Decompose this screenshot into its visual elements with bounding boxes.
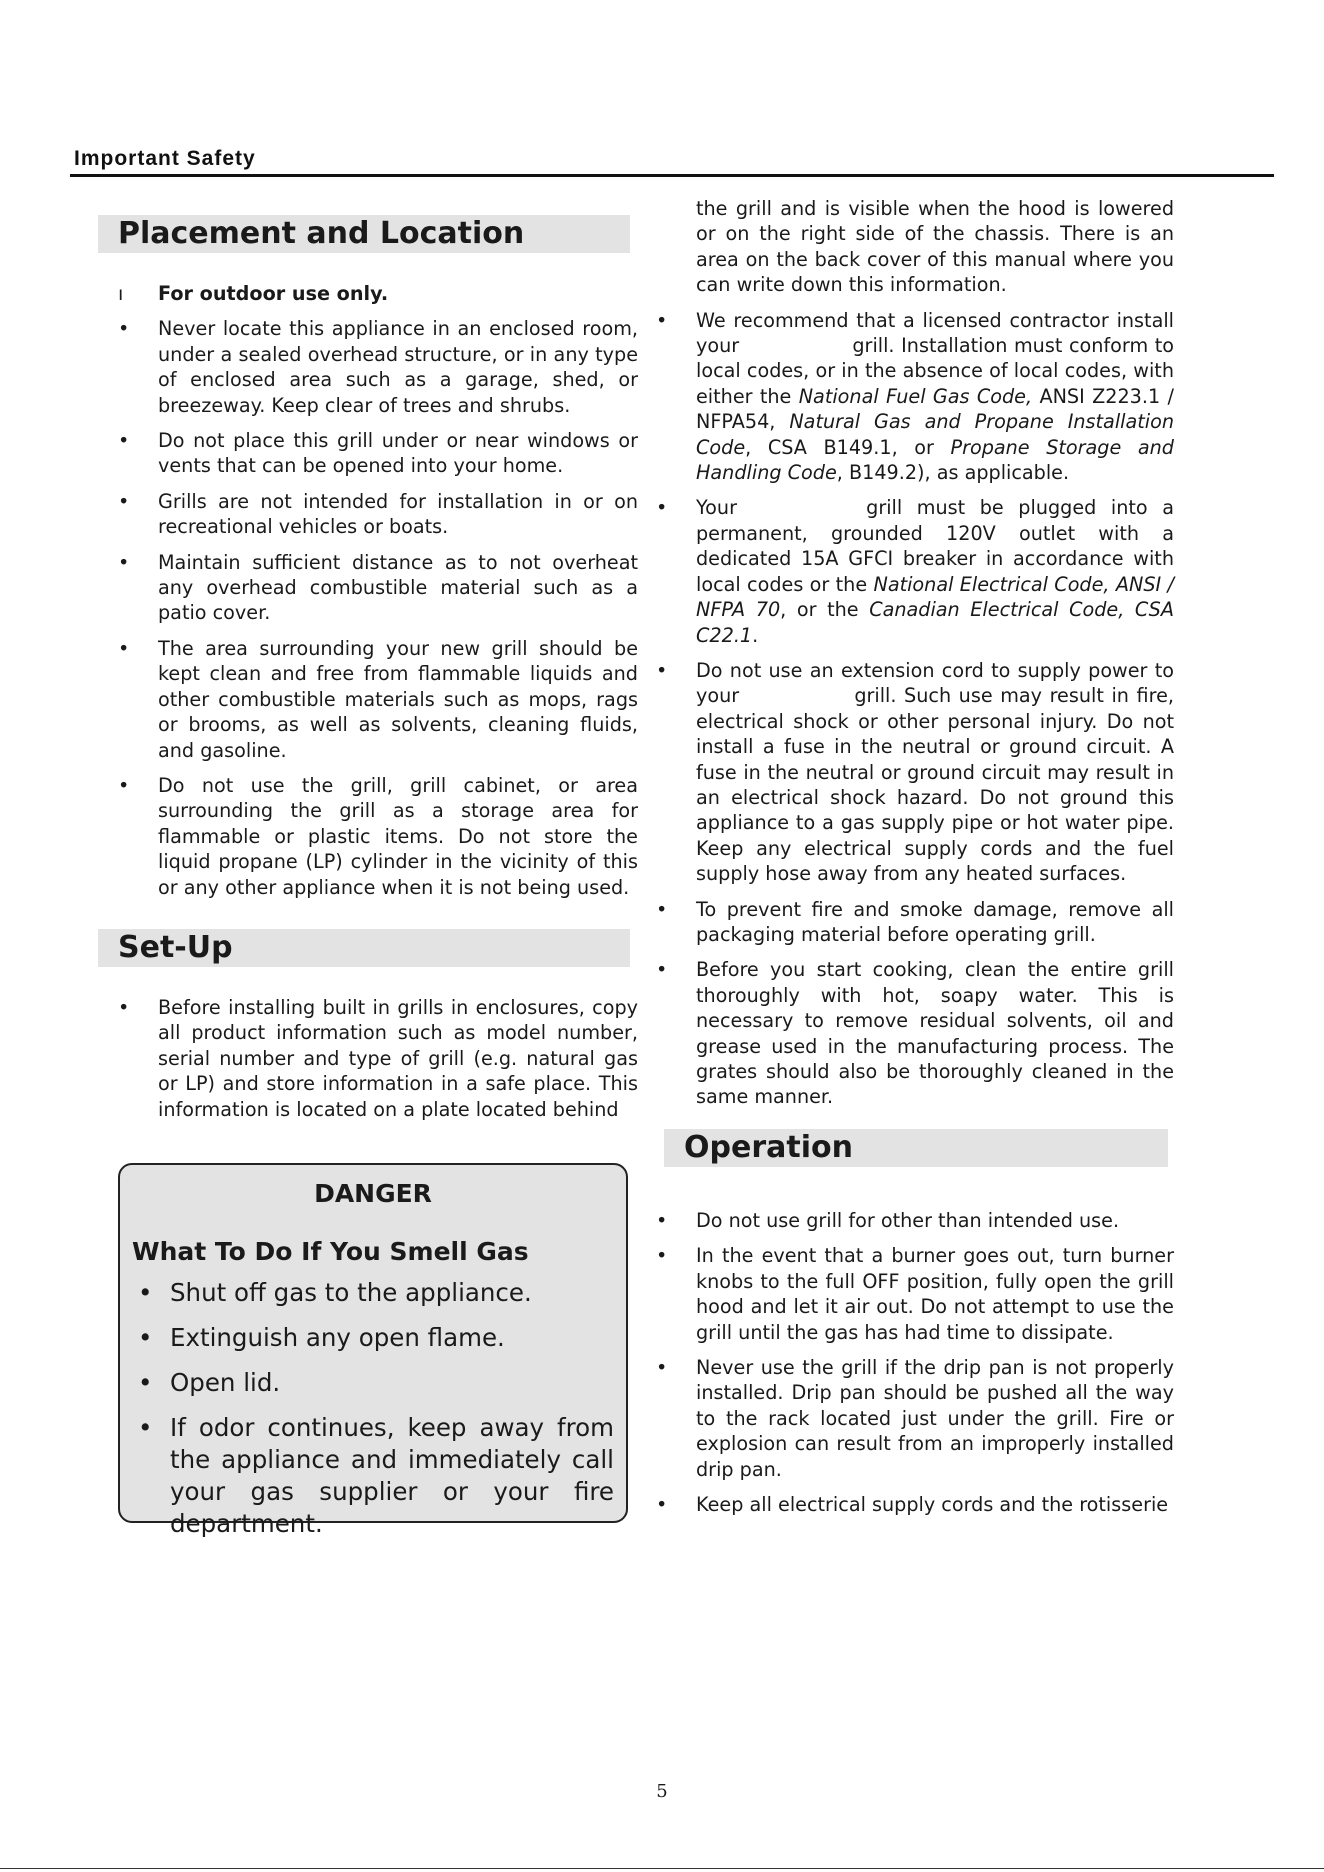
header-rule bbox=[70, 174, 1274, 177]
list-item: • In the event that a burner goes out, turn burner knobs to the full OFF position, fully open the grill hood and let it air out. Do not attempt to use the grill until the gas has had time to dissipate. bbox=[656, 1244, 1174, 1344]
section-heading-setup: Set-Up bbox=[98, 929, 630, 967]
bullet-icon: • bbox=[656, 308, 668, 332]
list-item: • Before you start cooking, clean the entire grill thoroughly with hot, soapy water. This is necessary to remove residual solvents, oil and grease used in the manufacturing process. The grates should also be thoroughly cleaned in the same manner. bbox=[656, 958, 1174, 1109]
list-item: • Do not place this grill under or near windows or vents that can be opened into your home. bbox=[118, 429, 638, 478]
page-header-title: Important Safety bbox=[74, 147, 256, 170]
bullet-icon: • bbox=[118, 489, 130, 513]
bullet-icon: • bbox=[118, 996, 130, 1019]
list-item: • Open lid. bbox=[138, 1368, 281, 1397]
bullet-icon: • bbox=[656, 658, 668, 682]
list-item: • Never locate this appliance in an enclosed room, under a sealed overhead structure, or in any type of enclosed area such as a garage, shed, or breezeway. Keep clear of trees and shrubs. bbox=[118, 317, 638, 417]
continued-paragraph: the grill and is visible when the hood is lowered or on the right side of the chassis. There is an area on the back cover of this manual where you can write down this information. bbox=[696, 197, 1174, 297]
bullet-icon: • bbox=[656, 1356, 668, 1380]
setup-list-left bbox=[118, 995, 638, 1132]
list-item: • Do not use an extension cord to supply power to your grill. Such use may result in fire, electrical shock or other personal injury. Do not install a fuse in the neutral or ground circuit. A fuse in the neutral or ground circuit may result in an electrical shock hazard. Do not ground this appliance to a gas supply pipe or hot water pipe. Keep any electrical supply cords and the fuel supply hose away from any heated surfaces. bbox=[656, 658, 1174, 886]
page-number: 5 bbox=[656, 1781, 668, 1802]
bullet-icon: • bbox=[118, 550, 130, 574]
bullet-icon: • bbox=[656, 1209, 668, 1232]
list-item: • Before installing built in grills in enclosures, copy all product information such as model number, serial number and type of grill (e.g. natural gas or LP) and store information in a safe place. This information is located on a plate located behind bbox=[118, 996, 638, 1121]
bullet-icon: • bbox=[138, 1323, 153, 1352]
list-item: • The area surrounding your new grill should be kept clean and free from flammable liquids and other combustible materials such as mops, rags or brooms, as well as solvents, cleaning fluids, and gasoline. bbox=[118, 636, 638, 762]
bullet-icon: • bbox=[118, 773, 130, 797]
list-item: • Shut off gas to the appliance. bbox=[138, 1278, 532, 1307]
bullet-icon: • bbox=[118, 429, 130, 453]
bullet-icon: • bbox=[656, 958, 668, 982]
danger-subtitle: What To Do If You Smell Gas bbox=[132, 1237, 529, 1266]
list-item: • Keep all electrical supply cords and the rotisserie bbox=[656, 1493, 1169, 1517]
bullet-icon: • bbox=[656, 1493, 668, 1517]
list-item: • Extinguish any open flame. bbox=[138, 1323, 505, 1352]
list-item: • Grills are not intended for installation in or on recreational vehicles or boats. bbox=[118, 489, 638, 539]
list-item: • We recommend that a licensed contractor install your grill. Installation must conform to local codes, or in the absence of local codes, with either the National Fuel Gas Code, ANSI Z223.1 / NFPA54, Natural Gas and Propane Installation Code, CSA B149.1, or Propane Storage and Handling Code, B149.2), as applicable. bbox=[656, 308, 1175, 485]
list-item: ı For outdoor use only. bbox=[118, 282, 389, 305]
danger-title: DANGER bbox=[314, 1179, 432, 1208]
list-item: • To prevent fire and smoke damage, remove all packaging material before operating grill. bbox=[656, 897, 1174, 946]
bullet-icon: ı bbox=[118, 282, 124, 305]
danger-box bbox=[118, 1163, 628, 1538]
bullet-icon: • bbox=[656, 496, 668, 520]
footer-rule bbox=[0, 1868, 1324, 1869]
bullet-icon: • bbox=[118, 636, 130, 660]
bullet-icon: • bbox=[138, 1368, 153, 1397]
bullet-icon: • bbox=[138, 1413, 153, 1442]
placement-list bbox=[118, 281, 638, 910]
bullet-icon: • bbox=[118, 317, 130, 341]
list-item: • Maintain sufficient distance as to not overheat any overhead combustible material such as a patio cover. bbox=[118, 550, 638, 625]
list-item: • Never use the grill if the drip pan is not properly installed. Drip pan should be pushed all the way to the rack located just under the grill. Fire or explosion can result from an improperly installed drip pan. bbox=[656, 1356, 1174, 1481]
list-item: • Your grill must be plugged into a permanent, grounded 120V outlet with a dedicated 15A GFCI breaker in accordance with local codes or the National Electrical Code, ANSI / NFPA 70, or the Canadian Electrical Code, CSA C22.1. bbox=[656, 496, 1174, 647]
operation-list bbox=[656, 1208, 1174, 1527]
list-item: • Do not use the grill, grill cabinet, or area surrounding the grill as a storage area for flammable or plastic items. Do not store the liquid propane (LP) cylinder in the vicinity of this or any other appliance when it is not being used. bbox=[118, 773, 638, 899]
bullet-icon: • bbox=[138, 1278, 153, 1307]
list-item: • If odor continues, keep away from the appliance and immediately call your gas supplier or your fire department. bbox=[138, 1413, 614, 1538]
right-column bbox=[656, 196, 1174, 1120]
section-heading-placement: Placement and Location bbox=[98, 215, 630, 253]
bullet-icon: • bbox=[656, 897, 668, 921]
bullet-icon: • bbox=[656, 1244, 668, 1268]
section-heading-operation: Operation bbox=[664, 1129, 1168, 1167]
danger-list bbox=[132, 1277, 614, 1540]
list-item: • Do not use grill for other than intended use. bbox=[656, 1209, 1120, 1232]
